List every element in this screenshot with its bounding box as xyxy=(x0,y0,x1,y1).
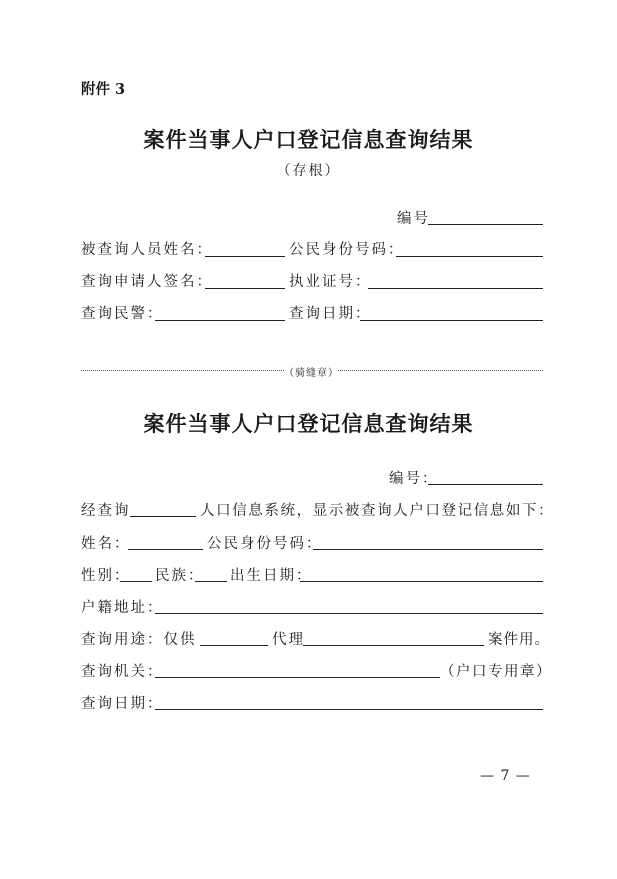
result-gender-label: 性别： xyxy=(81,568,131,584)
stub-subtitle: （存根） xyxy=(276,163,341,179)
result-household-field[interactable] xyxy=(155,613,543,614)
page-number: — 7 — xyxy=(480,768,531,784)
result-agency-field[interactable] xyxy=(155,677,440,678)
result-purpose-case-field[interactable] xyxy=(303,645,484,646)
result-number-label: 编号： xyxy=(389,471,439,487)
stub-police-field[interactable] xyxy=(155,320,285,321)
result-ethnicity-field[interactable] xyxy=(195,581,227,582)
seal-label: （骑缝章） xyxy=(284,368,339,379)
stub-license-field[interactable] xyxy=(368,288,543,289)
stub-number-label: 编号 xyxy=(397,211,430,227)
result-birth-label: 出生日期： xyxy=(230,568,313,584)
result-via-label: 经查询 xyxy=(81,503,131,519)
stub-query-date-label: 查询日期： xyxy=(289,306,372,322)
stub-subject-name-field[interactable] xyxy=(205,256,285,257)
stub-subject-name-label: 被查询人员姓名： xyxy=(81,242,213,258)
result-birth-field[interactable] xyxy=(300,581,543,582)
seal-divider-right xyxy=(338,370,543,371)
stub-applicant-sign-label: 查询申请人签名： xyxy=(81,274,213,290)
result-number-field[interactable] xyxy=(428,484,543,485)
result-ethnicity-label: 民族： xyxy=(155,568,205,584)
stub-applicant-sign-field[interactable] xyxy=(205,288,285,289)
result-household-label: 户籍地址： xyxy=(81,600,164,616)
result-agency-label: 查询机关： xyxy=(81,664,164,680)
stub-police-label: 查询民警： xyxy=(81,306,164,322)
result-date-field[interactable] xyxy=(155,709,543,710)
stub-license-label: 执业证号： xyxy=(289,274,372,290)
stub-number-field[interactable] xyxy=(428,224,543,225)
result-name-field[interactable] xyxy=(128,549,203,550)
result-purpose-case-label: 案件用。 xyxy=(488,632,550,648)
result-date-label: 查询日期： xyxy=(81,696,164,712)
result-title: 案件当事人户口登记信息查询结果 xyxy=(143,411,474,436)
result-name-label: 姓名： xyxy=(81,536,131,552)
result-purpose-party-field[interactable] xyxy=(200,645,268,646)
stub-id-number-label: 公民身份号码： xyxy=(289,242,405,258)
result-gender-field[interactable] xyxy=(120,581,152,582)
result-id-number-label: 公民身份号码： xyxy=(207,536,323,552)
attachment-label: 附件 3 xyxy=(81,81,126,98)
stub-id-number-field[interactable] xyxy=(396,256,543,257)
result-via-label-2: 人口信息系统，显示被查询人户口登记信息如下： xyxy=(200,503,555,519)
seal-divider-left xyxy=(81,370,284,371)
stub-query-date-field[interactable] xyxy=(360,320,543,321)
result-id-number-field[interactable] xyxy=(313,549,543,550)
stub-title: 案件当事人户口登记信息查询结果 xyxy=(143,127,474,152)
result-seal-note: （户口专用章） xyxy=(440,664,552,680)
result-purpose-agent-label: 代理 xyxy=(272,632,305,648)
result-system-field[interactable] xyxy=(130,516,196,517)
result-purpose-label: 查询用途：仅供 xyxy=(81,632,197,648)
